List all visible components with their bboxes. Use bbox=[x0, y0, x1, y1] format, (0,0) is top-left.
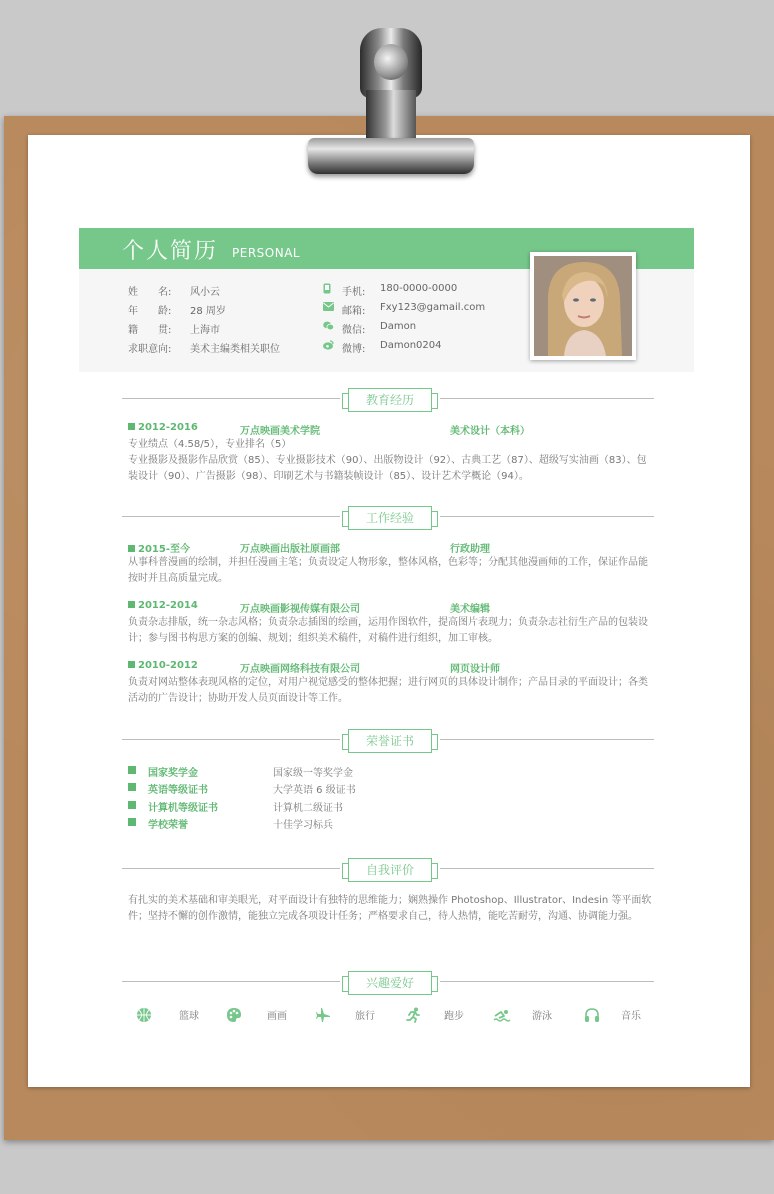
portrait-image bbox=[534, 256, 632, 356]
work-description: 负责杂志排版，统一杂志风格；负责杂志插图的绘画，运用作图软件，提高图片表现力；负责杂志社衍生产品的包装设计；参与图书构思方案的创编、规划；组织美术稿件，对稿件进行组织，加工审核。 bbox=[128, 617, 648, 644]
binder-clip-neck bbox=[366, 90, 416, 140]
section-divider bbox=[440, 516, 654, 517]
bullet-square bbox=[128, 601, 135, 608]
section-divider bbox=[440, 398, 654, 399]
section-title-work: 工作经验 bbox=[348, 506, 432, 530]
bullet-square bbox=[128, 818, 136, 826]
section-divider bbox=[440, 981, 654, 982]
work-role: 行政助理 bbox=[450, 544, 490, 555]
education-major: 美术设计（本科） bbox=[450, 426, 530, 437]
education-period: 2012-2016 bbox=[128, 422, 198, 433]
weibo-icon bbox=[323, 340, 333, 350]
bullet-square bbox=[128, 423, 135, 430]
hobby-label: 画画 bbox=[267, 1011, 287, 1022]
section-title-self: 自我评价 bbox=[348, 858, 432, 882]
education-school: 万点映画美术学院 bbox=[240, 426, 320, 437]
headphones-icon bbox=[584, 1007, 600, 1023]
section-divider bbox=[122, 981, 340, 982]
work-description: 从事科普漫画的绘制，并担任漫画主笔；负责设定人物形象，整体风格，色彩等；分配其他漫画师的工作，保证作品能按时并且高质量完成。 bbox=[128, 557, 648, 584]
hobby-label: 音乐 bbox=[621, 1011, 641, 1022]
section-title-honors: 荣誉证书 bbox=[348, 729, 432, 753]
profile-photo bbox=[530, 252, 636, 360]
section-title-hobbies: 兴趣爱好 bbox=[348, 971, 432, 995]
section-title-education: 教育经历 bbox=[348, 388, 432, 412]
hobby-label: 篮球 bbox=[179, 1011, 199, 1022]
wechat-icon bbox=[323, 321, 333, 331]
work-company: 万点映画网络科技有限公司 bbox=[240, 664, 360, 675]
education-description: 专业绩点（4.58/5），专业排名（5） 专业摄影及摄影作品欣赏（85）、专业摄影技术（90）、出版物设计（92）、古典工艺（87）、超级写实油画（83）、包装设计（90）、广告摄影（98）、印刷艺术与书籍装帧设计（85）、设计艺术学概论（94）。 bbox=[128, 439, 647, 482]
phone-icon bbox=[323, 283, 333, 293]
bullet-square bbox=[128, 801, 136, 809]
binder-clip-hole bbox=[374, 44, 408, 80]
bullet-square bbox=[128, 545, 135, 552]
work-company: 万点映画影视传媒有限公司 bbox=[240, 604, 360, 615]
work-period: 2010-2012 bbox=[128, 660, 198, 671]
hobby-label: 跑步 bbox=[444, 1011, 464, 1022]
work-role: 美术编辑 bbox=[450, 604, 490, 615]
section-divider bbox=[440, 739, 654, 740]
resume-title: 个人简历 bbox=[122, 239, 219, 264]
airplane-icon bbox=[315, 1007, 331, 1023]
hobby-label: 旅行 bbox=[355, 1011, 375, 1022]
work-period: 2015-至今 bbox=[128, 540, 190, 555]
self-evaluation-text: 有扎实的美术基础和审美眼光，对平面设计有独特的思维能力；娴熟操作 Photoshop、Illustrator、Indesin 等平面软件；坚持不懈的创作激情，能独立完成各项设计任务；严格要求自己，待人热情，能吃苦耐劳，沟通、协调能力强。 bbox=[128, 895, 652, 922]
basketball-icon bbox=[136, 1007, 152, 1023]
section-divider bbox=[122, 868, 340, 869]
swimming-icon bbox=[493, 1007, 509, 1023]
work-company: 万点映画出版社原画部 bbox=[240, 544, 340, 555]
bullet-square bbox=[128, 766, 136, 774]
section-divider bbox=[440, 868, 654, 869]
mail-icon bbox=[323, 302, 333, 312]
work-period: 2012-2014 bbox=[128, 600, 198, 611]
hobby-label: 游泳 bbox=[532, 1011, 552, 1022]
running-icon bbox=[405, 1007, 421, 1023]
work-description: 负责对网站整体表现风格的定位，对用户视觉感受的整体把握；进行网页的具体设计制作；产品目录的平面设计；各类活动的广告设计；协助开发人员页面设计等工作。 bbox=[128, 677, 648, 704]
bullet-square bbox=[128, 661, 135, 668]
resume-subtitle: PERSONAL bbox=[232, 246, 301, 260]
section-divider bbox=[122, 398, 340, 399]
section-divider bbox=[122, 739, 340, 740]
bullet-square bbox=[128, 783, 136, 791]
work-role: 网页设计师 bbox=[450, 664, 500, 675]
palette-icon bbox=[226, 1007, 242, 1023]
binder-clip-base bbox=[308, 138, 474, 174]
section-divider bbox=[122, 516, 340, 517]
